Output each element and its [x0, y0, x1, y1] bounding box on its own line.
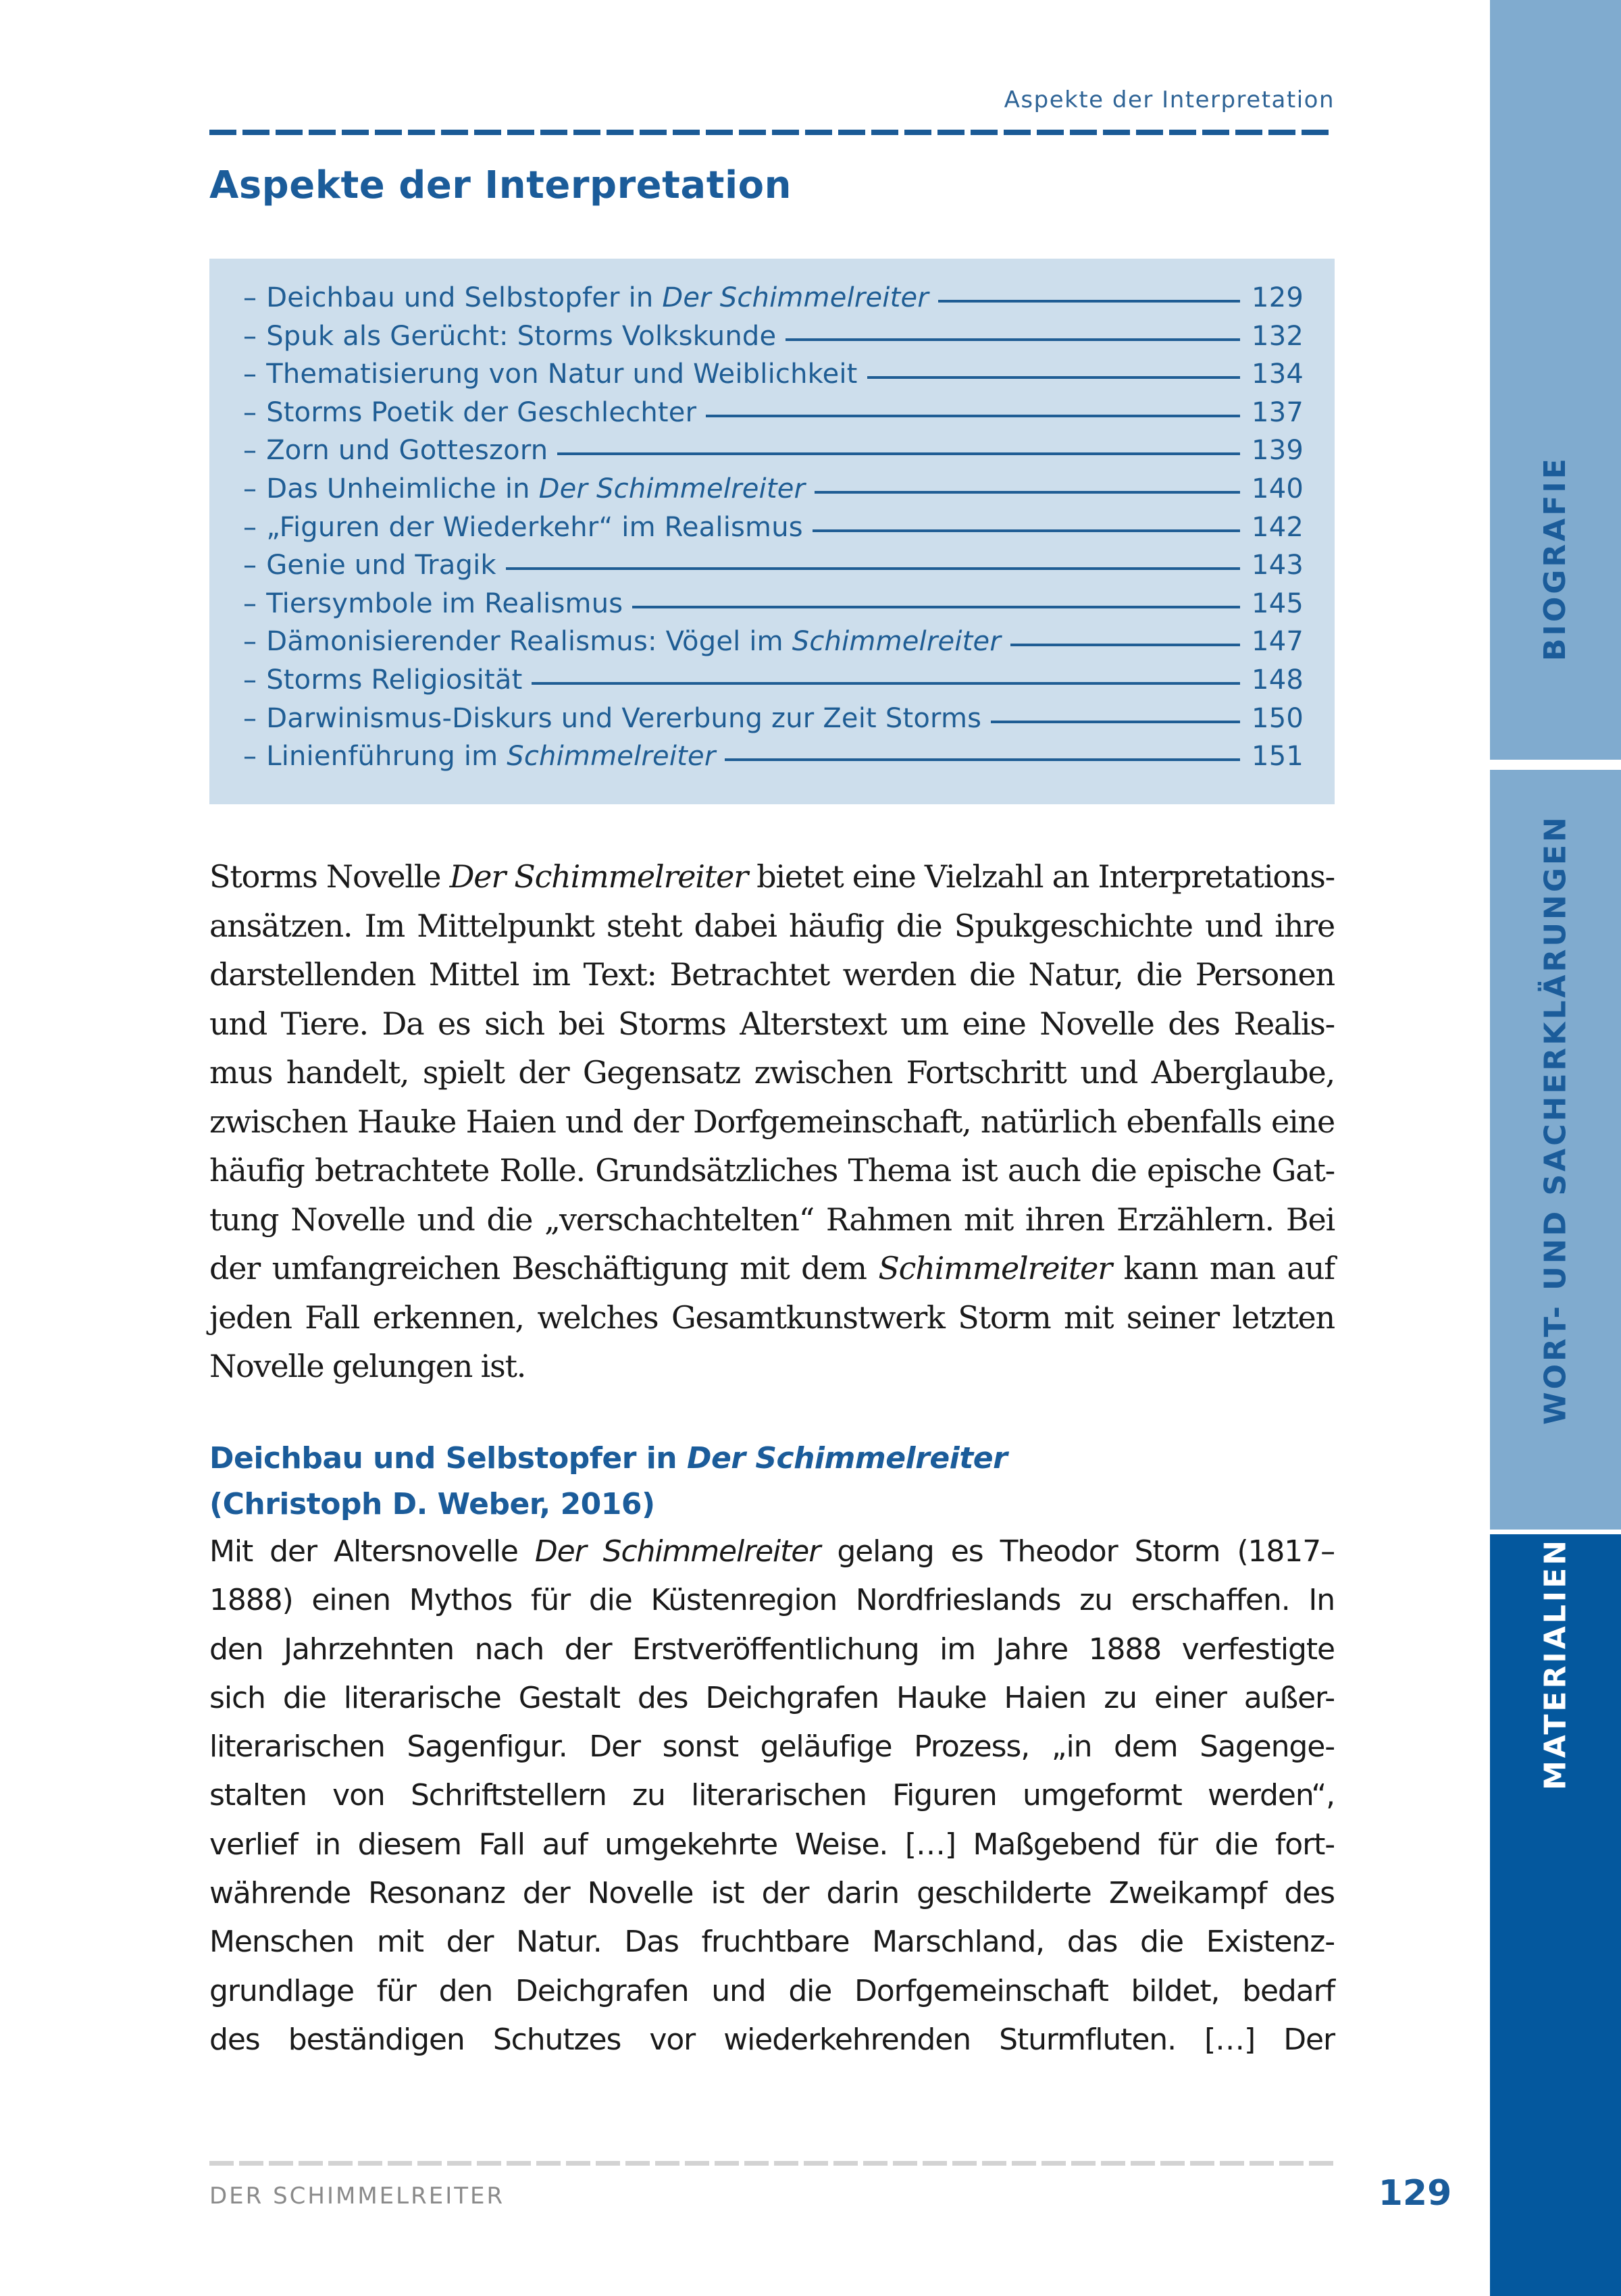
toc-leader-line	[938, 300, 1240, 303]
toc-item[interactable]	[243, 703, 1304, 741]
page-title: Aspekte der Interpretation	[209, 163, 792, 207]
toc-leader-line	[991, 721, 1240, 723]
toc-item-text: Storms Poetik der Geschlechter	[266, 396, 697, 428]
toc-page-number: 147	[1252, 626, 1304, 658]
toc-item[interactable]	[243, 397, 1304, 436]
text-line: stalten von Schriftstellern zu literarischen Figuren umgeformt werden“,	[209, 1778, 1335, 1813]
toc-dash: –	[243, 473, 257, 504]
text-line: häufig betrachtete Rolle. Grundsätzliches Thema ist auch die epische Gat-	[209, 1152, 1335, 1189]
toc-box	[209, 259, 1335, 804]
toc-leader-line	[506, 567, 1240, 570]
toc-page-number: 140	[1252, 473, 1304, 504]
text-line: zwischen Hauke Haien und der Dorfgemeinschaft, natürlich ebenfalls eine	[209, 1103, 1335, 1140]
toc-dash: –	[243, 511, 257, 543]
side-tab-label: BIOGRAFIE	[1538, 456, 1572, 661]
text-line: tung Novelle und die „verschachtelten“ Rahmen mit ihren Erzählern. Bei	[209, 1201, 1335, 1238]
toc-item-text: Darwinismus-Diskurs und Vererbung zur Zeit Storms	[266, 702, 982, 734]
toc-item[interactable]	[243, 435, 1304, 473]
section-heading	[209, 1436, 1335, 1528]
toc-item[interactable]	[243, 321, 1304, 359]
toc-item[interactable]	[243, 741, 1304, 779]
toc-item-text: Genie und Tragik	[266, 550, 496, 581]
toc-leader-line	[557, 452, 1240, 455]
text-line: Menschen mit der Natur. Das fruchtbare Marschland, das die Existenz-	[209, 1925, 1335, 1960]
text-line: mus handelt, spielt der Gegensatz zwischen Fortschritt und Aberglaube,	[209, 1054, 1335, 1091]
toc-item-text: Linienführung im Schimmelreiter	[266, 741, 716, 773]
text-line: Storms Novelle Der Schimmelreiter bietet eine Vielzahl an Interpretations-	[209, 858, 1335, 895]
toc-dash: –	[243, 626, 257, 658]
toc-item-text: Deichbau und Selbstopfer in Der Schimmelreiter	[266, 282, 929, 313]
toc-item-text: „Figuren der Wiederkehr“ im Realismus	[266, 511, 803, 543]
footer-book-title: DER SCHIMMELREITER	[209, 2183, 505, 2210]
text-line: literarischen Sagenfigur. Der sonst geläufige Prozess, „in dem Sagenge-	[209, 1729, 1335, 1765]
side-tab-label: MATERIALIEN	[1538, 1537, 1573, 1790]
toc-page-number: 143	[1252, 550, 1304, 581]
side-tab-wort-und-sacherklaerungen[interactable]	[1490, 770, 1621, 1530]
toc-page-number: 142	[1252, 511, 1304, 543]
toc-item[interactable]	[243, 282, 1304, 321]
side-tab-biografie[interactable]	[1490, 0, 1621, 760]
toc-item[interactable]	[243, 473, 1304, 512]
section-heading-source: (Christoph D. Weber, 2016)	[209, 1487, 655, 1521]
toc-dash: –	[243, 702, 257, 734]
toc-dash: –	[243, 741, 257, 773]
text-line: Mit der Altersnovelle Der Schimmelreiter gelang es Theodor Storm (1817–	[209, 1534, 1335, 1569]
side-tab-label: WORT- UND SACHERKLÄRUNGEN	[1538, 814, 1573, 1425]
toc-page-number: 137	[1252, 396, 1304, 428]
toc-dash: –	[243, 396, 257, 428]
running-header: Aspekte der Interpretation	[1004, 86, 1335, 113]
toc-item[interactable]	[243, 664, 1304, 703]
toc-leader-line	[725, 758, 1240, 761]
header-dashed-divider	[209, 130, 1335, 135]
toc-dash: –	[243, 435, 257, 467]
toc-item-text: Zorn und Gotteszorn	[266, 435, 548, 467]
toc-leader-line	[786, 338, 1240, 341]
text-line: jeden Fall erkennen, welches Gesamtkunstwerk Storm mit seiner letzten	[209, 1299, 1335, 1336]
toc-dash: –	[243, 588, 257, 619]
toc-item[interactable]	[243, 588, 1304, 627]
text-line: währende Resonanz der Novelle ist der darin geschilderte Zweikampf des	[209, 1876, 1335, 1911]
text-line: 1888) einen Mythos für die Küstenregion Nordfrieslands zu erschaffen. In	[209, 1583, 1335, 1618]
toc-page-number: 134	[1252, 359, 1304, 390]
intro-paragraph	[209, 852, 1335, 1391]
toc-item-text: Das Unheimliche in Der Schimmelreiter	[266, 473, 806, 504]
text-line: und Tiere. Da es sich bei Storms Alterstext um eine Novelle des Realis-	[209, 1005, 1335, 1042]
toc-page-number: 129	[1252, 282, 1304, 313]
toc-list	[243, 282, 1304, 779]
toc-page-number: 150	[1252, 702, 1304, 734]
text-line: darstellenden Mittel im Text: Betrachtet werden die Natur, die Personen	[209, 956, 1335, 993]
text-line: ansätzen. Im Mittelpunkt steht dabei häufig die Spukgeschichte und ihre	[209, 907, 1335, 944]
toc-leader-line	[813, 529, 1240, 532]
toc-page-number: 151	[1252, 741, 1304, 773]
toc-dash: –	[243, 359, 257, 390]
text-line: verlief in diesem Fall auf umgekehrte Weise. […] Maßgebend für die fort-	[209, 1827, 1335, 1862]
text-line: Novelle gelungen ist.	[209, 1348, 526, 1384]
text-line: den Jahrzehnten nach der Erstveröffentlichung im Jahre 1888 verfestigte	[209, 1632, 1335, 1667]
toc-item[interactable]	[243, 550, 1304, 588]
toc-item[interactable]	[243, 512, 1304, 550]
toc-page-number: 148	[1252, 664, 1304, 696]
section-heading-title: Deichbau und Selbstopfer in Der Schimmelreiter	[209, 1441, 1008, 1476]
text-line: sich die literarische Gestalt des Deichgrafen Hauke Haien zu einer außer-	[209, 1680, 1335, 1715]
toc-leader-line	[632, 606, 1240, 608]
text-line: des beständigen Schutzes vor wiederkehrenden Sturmfluten. […] Der	[209, 2022, 1335, 2057]
toc-item-text: Thematisierung von Natur und Weiblichkeit	[266, 359, 858, 390]
toc-leader-line	[1010, 644, 1240, 646]
toc-item-text: Storms Religiosität	[266, 664, 523, 696]
side-tab-materialien[interactable]	[1490, 1534, 1621, 2296]
footer-dashed-divider	[209, 2161, 1335, 2166]
page-number: 129	[1378, 2173, 1452, 2214]
text-line: grundlage für den Deichgrafen und die Dorfgemeinschaft bildet, bedarf	[209, 1973, 1335, 2008]
toc-leader-line	[532, 682, 1240, 685]
toc-leader-line	[815, 491, 1240, 494]
section-body	[209, 1528, 1335, 2064]
text-line: der umfangreichen Beschäftigung mit dem Schimmelreiter kann man auf	[209, 1250, 1335, 1286]
toc-item-text: Dämonisierender Realismus: Vögel im Schimmelreiter	[266, 626, 1001, 658]
toc-dash: –	[243, 320, 257, 352]
toc-page-number: 139	[1252, 435, 1304, 467]
toc-dash: –	[243, 664, 257, 696]
toc-page-number: 145	[1252, 588, 1304, 619]
toc-dash: –	[243, 550, 257, 581]
toc-item[interactable]	[243, 626, 1304, 664]
toc-dash: –	[243, 282, 257, 313]
toc-item-text: Tiersymbole im Realismus	[266, 588, 623, 619]
toc-item-text: Spuk als Gerücht: Storms Volkskunde	[266, 320, 777, 352]
toc-leader-line	[706, 415, 1240, 417]
toc-item[interactable]	[243, 359, 1304, 397]
toc-leader-line	[867, 376, 1240, 379]
toc-page-number: 132	[1252, 320, 1304, 352]
